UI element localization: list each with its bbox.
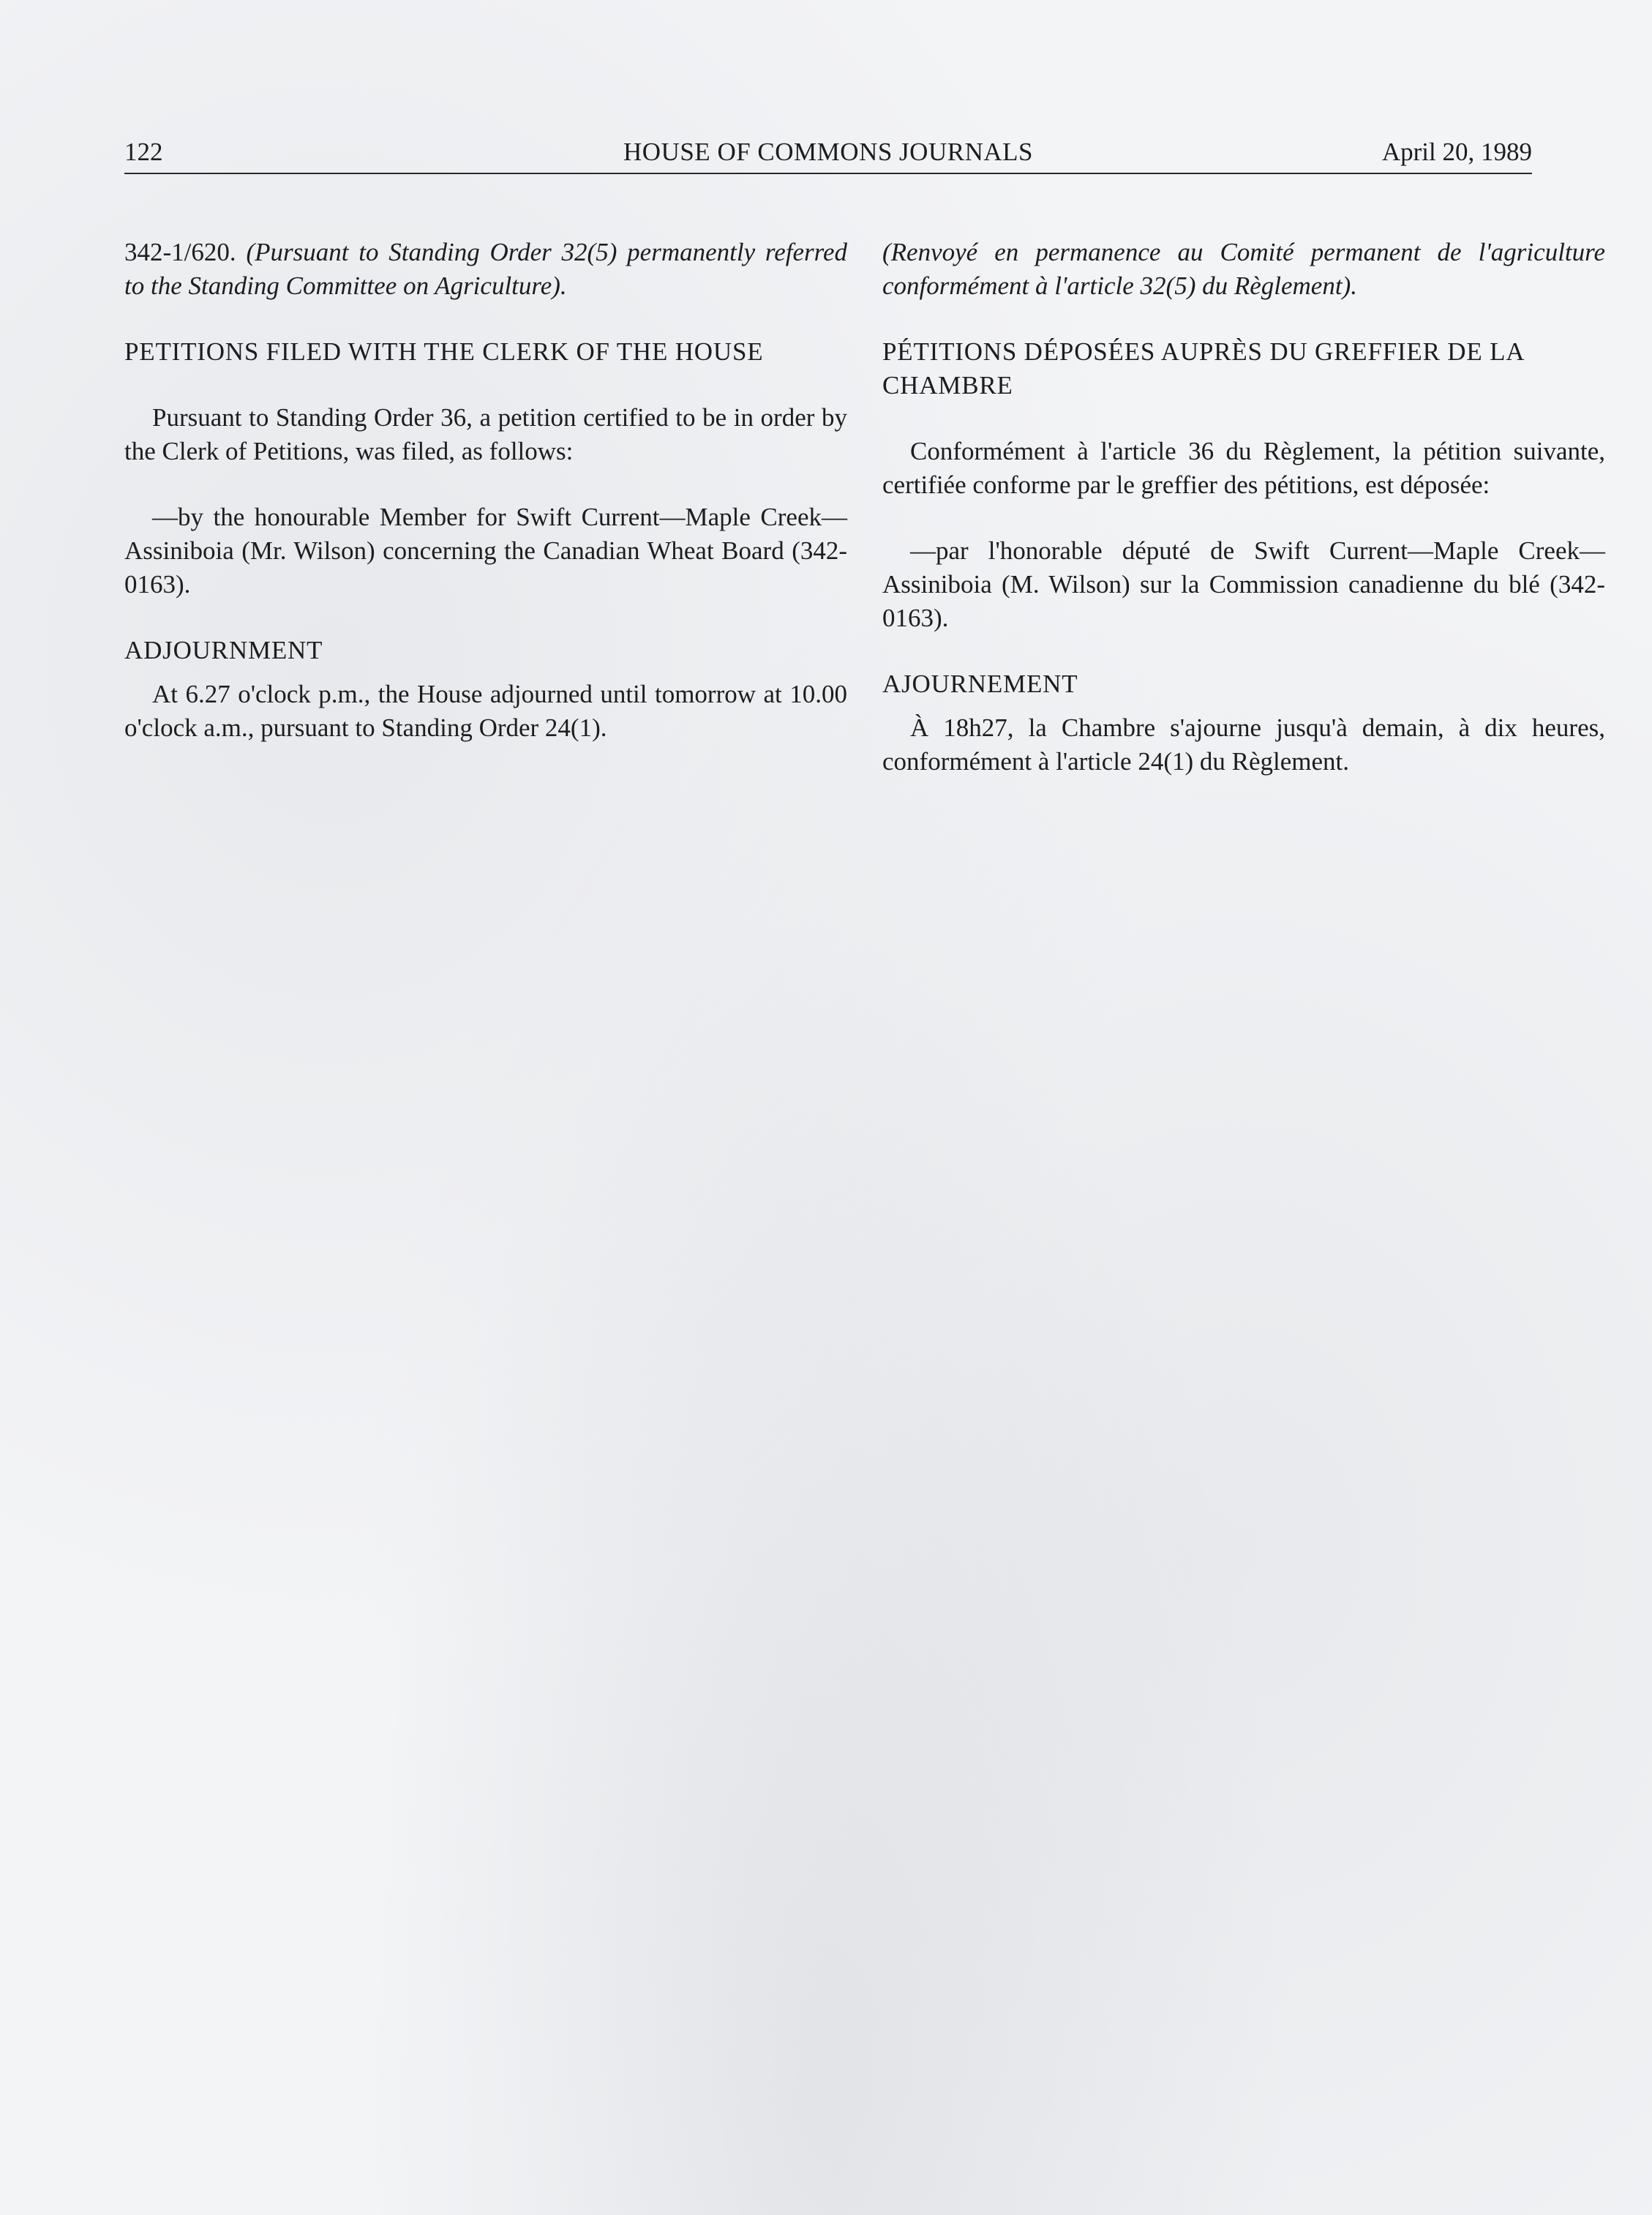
page-number: 122 bbox=[124, 138, 163, 166]
petition-item-en: —by the honourable Member for Swift Current—Maple Creek—Assiniboia (Mr. Wilson) concerning the Canadian Wheat Board (342-0163). bbox=[124, 503, 847, 599]
header-rule bbox=[124, 173, 1532, 174]
petitions-intro-en: Pursuant to Standing Order 36, a petition certified to be in order by the Clerk of Petitions, was filed, as follows: bbox=[124, 403, 847, 465]
petitions-heading-en: PETITIONS FILED WITH THE CLERK OF THE HOUSE bbox=[124, 337, 764, 366]
adjournment-heading-en: ADJOURNMENT bbox=[124, 636, 323, 664]
petition-item-fr: —par l'honorable député de Swift Current—Maple Creek—Assiniboia (M. Wilson) sur la Commission canadienne du blé (342-0163). bbox=[882, 536, 1605, 632]
reference-paragraph-fr bbox=[882, 236, 1605, 303]
running-head bbox=[124, 136, 1532, 168]
french-column bbox=[882, 236, 1605, 779]
adjournment-text-en: At 6.27 o'clock p.m., the House adjourned until tomorrow at 10.00 o'clock a.m., pursuant to Standing Order 24(1). bbox=[124, 680, 847, 742]
adjournment-text-fr: À 18h27, la Chambre s'ajourne jusqu'à demain, à dix heures, conformément à l'article 24(1) du Règlement. bbox=[882, 713, 1605, 776]
petitions-intro-fr: Conformément à l'article 36 du Règlement, la pétition suivante, certifiée conforme par le greffier des pétitions, est déposée: bbox=[882, 437, 1605, 499]
reference-number: 342-1/620. bbox=[124, 238, 236, 266]
referral-note-en: (Pursuant to Standing Order 32(5) permanently referred to the Standing Committee on Agriculture). bbox=[124, 238, 847, 300]
journal-date: April 20, 1989 bbox=[1381, 138, 1532, 166]
adjournment-heading-fr: AJOURNEMENT bbox=[882, 670, 1078, 698]
petitions-heading-fr: PÉTITIONS DÉPOSÉES AUPRÈS DU GREFFIER DE LA CHAMBRE bbox=[882, 337, 1524, 400]
referral-note-fr: (Renvoyé en permanence au Comité permanent de l'agriculture conformément à l'article 32(5) du Règlement). bbox=[882, 238, 1605, 300]
reference-paragraph-en bbox=[124, 236, 847, 303]
english-column bbox=[124, 236, 847, 745]
journal-title: HOUSE OF COMMONS JOURNALS bbox=[623, 138, 1033, 166]
